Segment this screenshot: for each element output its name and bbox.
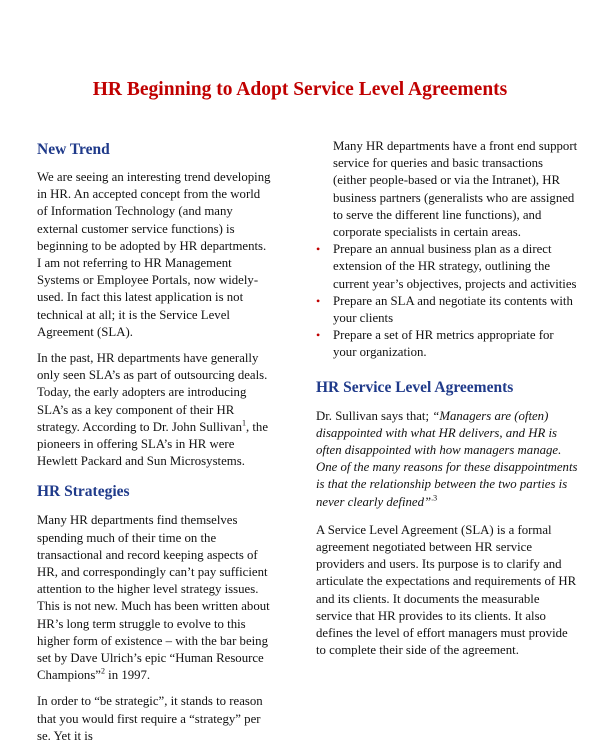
paragraph-past-text-b: , the pioneers in offering SLA’s in HR were Hewlett Packard and Sun Microsystems. xyxy=(37,419,269,469)
paragraph-sullivan-quote xyxy=(316,408,578,511)
quote-text: “Managers are (often) disappointed with what HR delivers, and HR is often disappointed with how managers manage. One of the many reasons for these disappointments is that the relationship between the two parties is never clearly defined” xyxy=(316,408,578,509)
right-column xyxy=(316,138,578,659)
list-item xyxy=(316,293,578,327)
heading-hr-strategies: HR Strategies xyxy=(37,483,130,501)
left-column xyxy=(37,141,272,745)
list-item-text: Prepare an annual business plan as a direct extension of the HR strategy, outlining the current year’s objectives, projects and activities xyxy=(333,242,577,291)
bullet-icon: • xyxy=(316,328,321,343)
paragraph-hr-strategies xyxy=(37,512,272,684)
paragraph-hr-strategies-text-b: in 1997. xyxy=(104,668,151,683)
list-item xyxy=(316,327,578,361)
heading-new-trend: New Trend xyxy=(37,141,110,158)
paragraph-past-text-a: In the past, HR departments have generally only seen SLA’s as part of outsourcing deals. Today, the early adopters are introducing SLA’s as a key component of their HR strategy. According to Dr. John Sullivan xyxy=(37,351,268,434)
footnote-ref-3: .3 xyxy=(431,493,438,503)
list-item xyxy=(316,241,578,293)
list-item-text: Prepare an SLA and negotiate its contents with your clients xyxy=(333,293,573,326)
footnote-ref-1: 1 xyxy=(241,418,246,428)
paragraph-new-trend: We are seeing an interesting trend developing in HR. An accepted concept from the world of Information Technology (and many external customer service functions) is beginning to be adopted by HR departments. I am not referring to HR Management Systems or Employee Portals, now widely-used. In fact this latest application is not technical at all; it is the Service Level Agreement (SLA). xyxy=(37,170,271,339)
action-list xyxy=(316,241,578,361)
bullet-icon: • xyxy=(316,242,321,257)
footnote-ref-2: 2 xyxy=(100,667,105,677)
paragraph-front-end-support: Many HR departments have a front end support service for queries and basic transactions (either people-based or via the Intranet), HR business partners (generalists who are assigned to serve the different line functions), and corporate specialists in certain areas. xyxy=(333,139,578,240)
document-title: HR Beginning to Adopt Service Level Agreements xyxy=(92,79,508,100)
list-item-text: Prepare a set of HR metrics appropriate for your organization. xyxy=(333,328,554,360)
paragraph-past xyxy=(37,350,272,470)
bullet-icon: • xyxy=(316,293,321,308)
paragraph-hr-strategies-text-a: Many HR departments find themselves spending much of their time on the transactional and record keeping aspects of HR, and correspondingly can’t pay sufficient attention to the higher level strategy issues. This is not new. Much has been written about HR’s long term struggle to evolve to this higher form of existence – with the bar being set by Dave Ulrich’s epic “Human Resource Champions” xyxy=(37,513,270,683)
quote-lead: Dr. Sullivan says that; xyxy=(316,408,433,423)
paragraph-be-strategic: In order to “be strategic”, it stands to reason that you would first require a “strategy” per se. Yet it is xyxy=(37,694,263,743)
heading-hr-sla: HR Service Level Agreements xyxy=(316,378,514,396)
paragraph-sla-definition: A Service Level Agreement (SLA) is a formal agreement negotiated between HR service providers and users. Its purpose is to clarify and articulate the expectations and requirements of HR and its clients. It documents the measurable service that HR provides to its clients. It also defines the level of effort managers must provide to complete their side of the agreement. xyxy=(316,522,577,658)
